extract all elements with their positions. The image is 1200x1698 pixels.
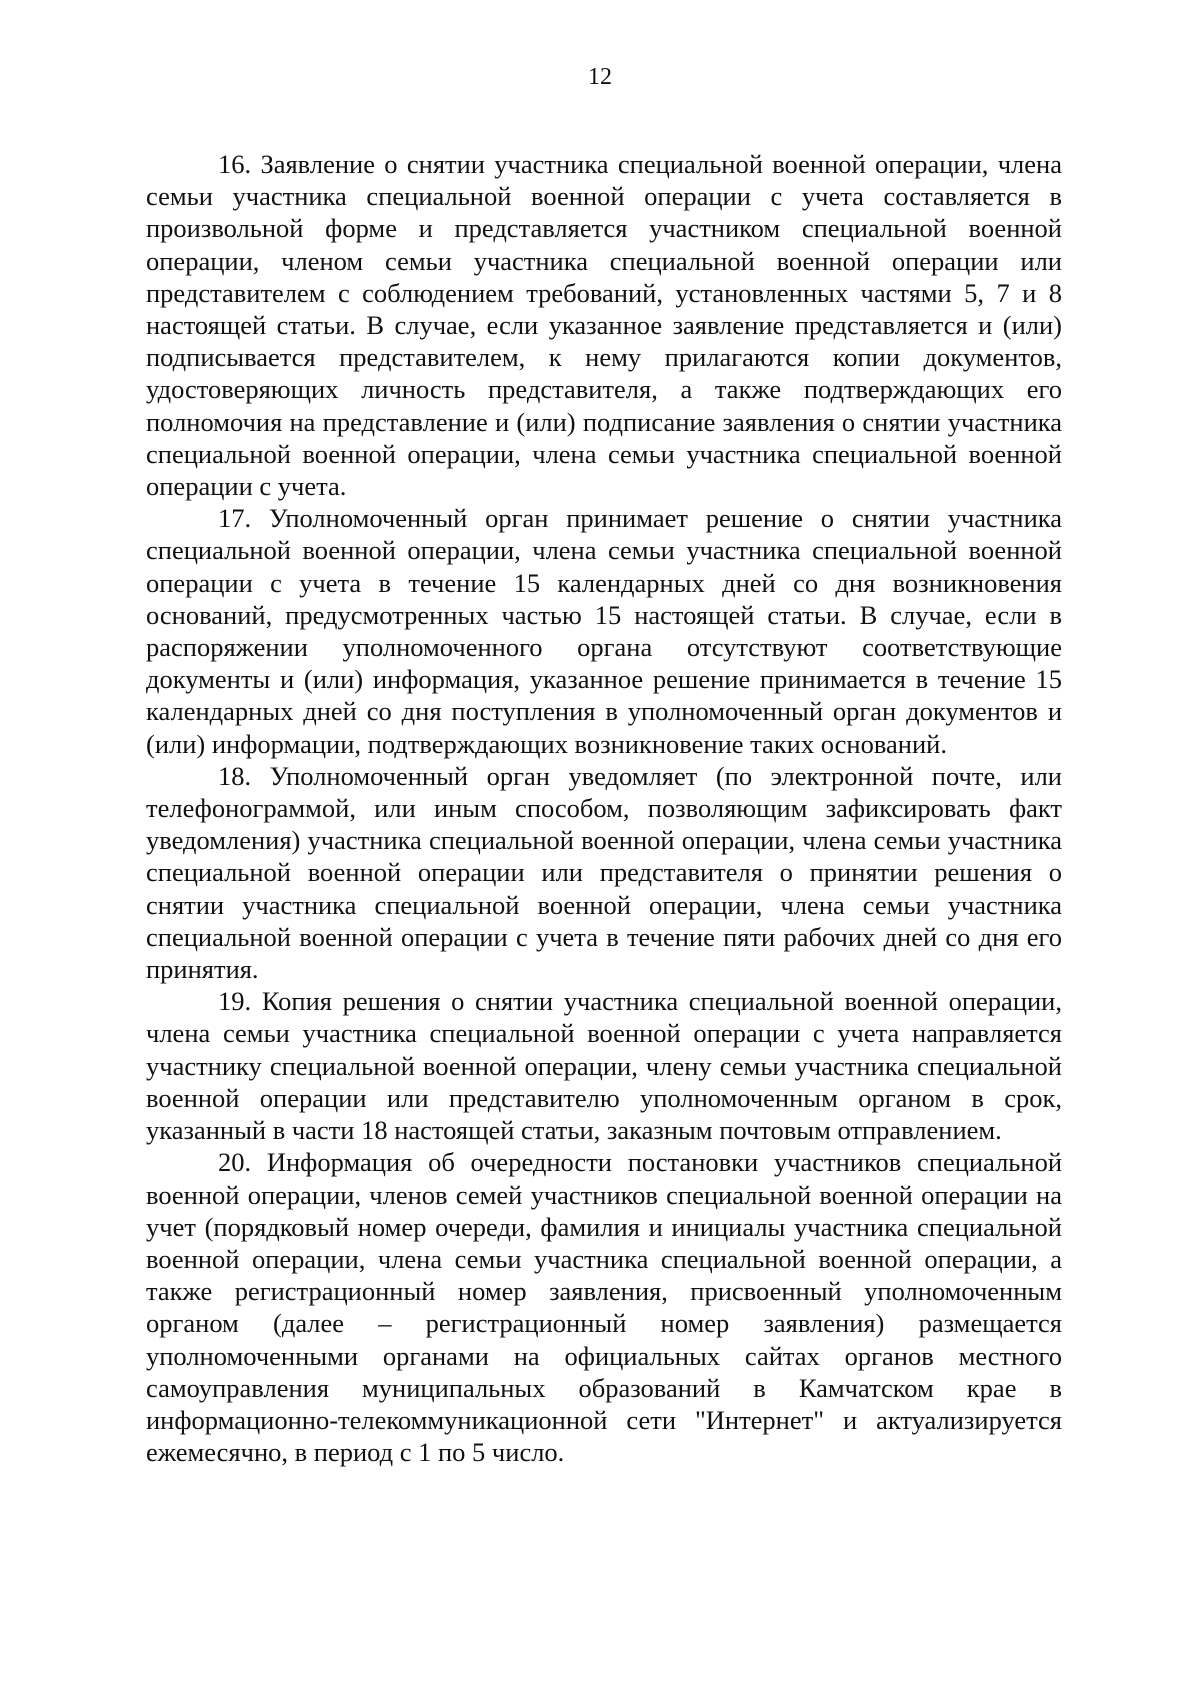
page-number: 12	[588, 64, 612, 90]
paragraph-19: 19. Копия решения о снятии участника специальной военной операции, члена семьи участника специальной военной операции с учета направляется участнику специальной военной операции, члену семьи участника специальной военной операции или представителю уполномоченным органом в срок, указанный в части 18 настоящей статьи, заказным почтовым отправлением.	[146, 986, 1062, 1146]
paragraph-20: 20. Информация об очередности постановки участников специальной военной операции, членов семей участников специальной военной операции на учет (порядковый номер очереди, фамилия и инициалы участника специальной военной операции, члена семьи участника специальной военной операции, а также регистрационный номер заявления, присвоенный уполномоченным органом (далее – регистрационный номер заявления) размещается уполномоченными органами на официальных сайтах органов местного самоуправления муниципальных образований в Камчатском крае в информационно-телекоммуникационной сети "Интернет" и актуализируется ежемесячно, в период с 1 по 5 число.	[146, 1147, 1062, 1468]
paragraph-18: 18. Уполномоченный орган уведомляет (по электронной почте, или телефонограммой, или иным способом, позволяющим зафиксировать факт уведомления) участника специальной военной операции, члена семьи участника специальной военной операции или представителя о принятии решения о снятии участника специальной военной операции, члена семьи участника специальной военной операции с учета в течение пяти рабочих дней со дня его принятия.	[146, 760, 1062, 985]
paragraph-17: 17. Уполномоченный орган принимает решение о снятии участника специальной военной операции, члена семьи участника специальной военной операции с учета в течение 15 календарных дней со дня возникновения оснований, предусмотренных частью 15 настоящей статьи. В случае, если в распоряжении уполномоченного органа отсутствуют соответствующие документы и (или) информация, указанное решение принимается в течение 15 календарных дней со дня поступления в уполномоченный орган документов и (или) информации, подтверждающих возникновение таких оснований.	[146, 503, 1062, 759]
document-body	[146, 148, 1062, 1468]
paragraph-16: 16. Заявление о снятии участника специальной военной операции, члена семьи участника специальной военной операции с учета составляется в произвольной форме и представляется участником специальной военной операции, членом семьи участника специальной военной операции или представителем с соблюдением требований, установленных частями 5, 7 и 8 настоящей статьи. В случае, если указанное заявление представляется и (или) подписывается представителем, к нему прилагаются копии документов, удостоверяющих личность представителя, а также подтверждающих его полномочия на представление и (или) подписание заявления о снятии участника специальной военной операции, члена семьи участника специальной военной операции с учета.	[146, 149, 1062, 502]
